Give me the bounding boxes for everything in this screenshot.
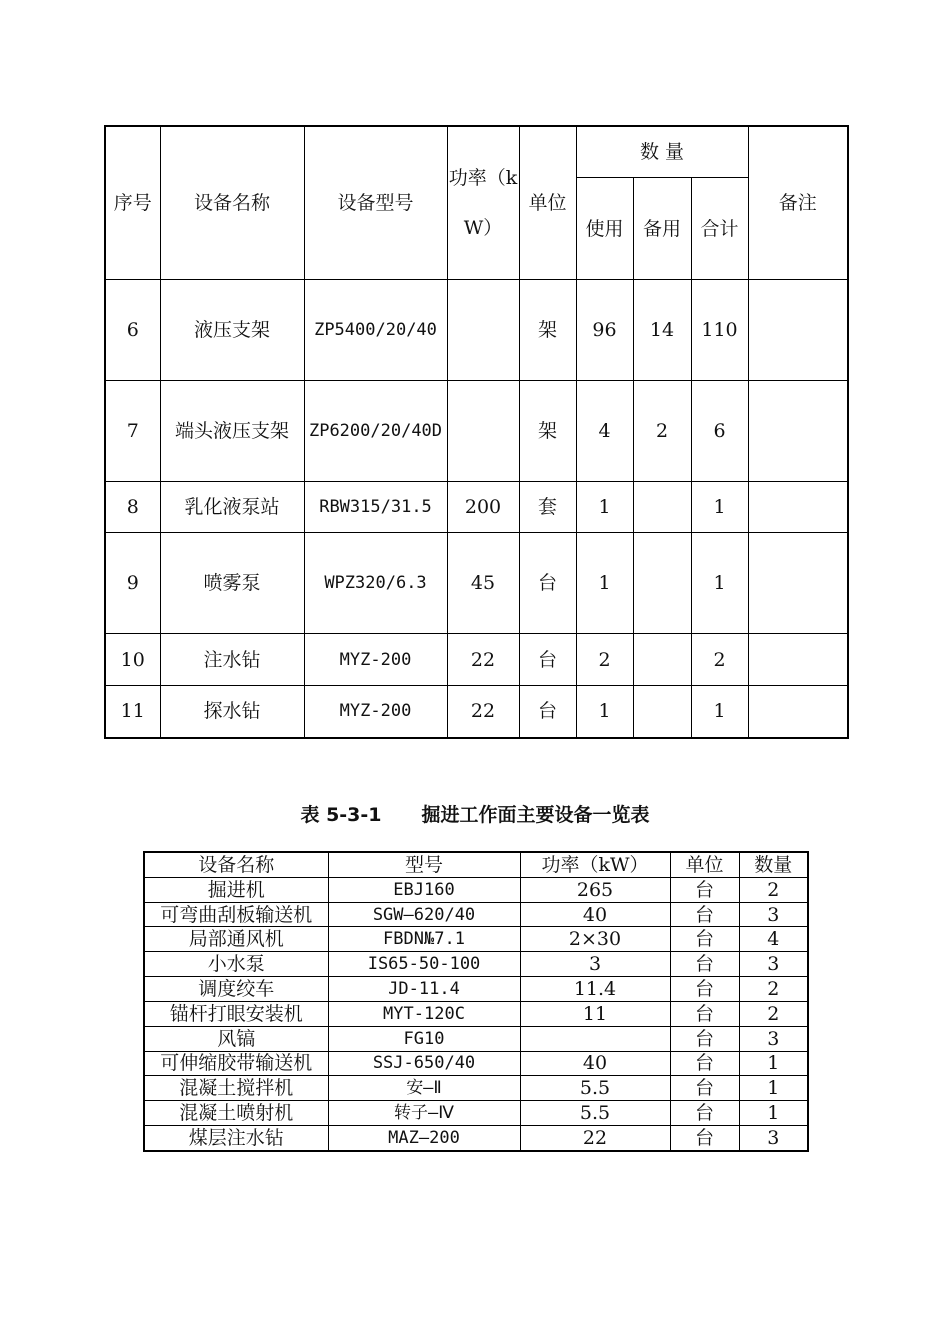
header-spare: 备用 bbox=[633, 178, 691, 280]
header-quantity: 数 量 bbox=[576, 126, 748, 178]
cell-power: 265 bbox=[520, 877, 670, 902]
table-row bbox=[105, 533, 848, 634]
cell-used: 1 bbox=[576, 533, 633, 634]
cell-unit: 台 bbox=[670, 877, 739, 902]
cell-name: 乳化液泵站 bbox=[160, 482, 304, 533]
cell-model: SGW—620/40 bbox=[328, 902, 520, 927]
cell-unit: 台 bbox=[670, 1026, 739, 1051]
cell-remark bbox=[748, 482, 848, 533]
cell-power: 22 bbox=[520, 1125, 670, 1151]
cell-model: SSJ-650/40 bbox=[328, 1051, 520, 1076]
header-total: 合计 bbox=[691, 178, 748, 280]
equipment-table-2 bbox=[143, 851, 809, 1152]
table1-header-row bbox=[105, 126, 848, 178]
cell-seq: 6 bbox=[105, 280, 160, 381]
cell-name: 液压支架 bbox=[160, 280, 304, 381]
cell-seq: 10 bbox=[105, 634, 160, 686]
header-name: 设备名称 bbox=[144, 852, 328, 877]
cell-total: 1 bbox=[691, 482, 748, 533]
cell-spare: 14 bbox=[633, 280, 691, 381]
cell-unit: 架 bbox=[519, 280, 576, 381]
cell-name: 端头液压支架 bbox=[160, 381, 304, 482]
cell-qty: 1 bbox=[739, 1101, 808, 1126]
cell-model: IS65-50-100 bbox=[328, 952, 520, 977]
header-unit: 单位 bbox=[670, 852, 739, 877]
cell-seq: 9 bbox=[105, 533, 160, 634]
cell-total: 110 bbox=[691, 280, 748, 381]
cell-power bbox=[520, 1026, 670, 1051]
table-row bbox=[144, 1051, 808, 1076]
cell-qty: 3 bbox=[739, 902, 808, 927]
cell-remark bbox=[748, 533, 848, 634]
cell-model: MAZ—200 bbox=[328, 1125, 520, 1151]
cell-total: 1 bbox=[691, 686, 748, 738]
cell-model: MYZ-200 bbox=[304, 634, 447, 686]
cell-used: 96 bbox=[576, 280, 633, 381]
cell-used: 1 bbox=[576, 482, 633, 533]
cell-unit: 台 bbox=[670, 1076, 739, 1101]
cell-power bbox=[447, 381, 519, 482]
cell-unit: 台 bbox=[670, 927, 739, 952]
cell-qty: 1 bbox=[739, 1051, 808, 1076]
cell-power: 5.5 bbox=[520, 1101, 670, 1126]
cell-name: 风镐 bbox=[144, 1026, 328, 1051]
table-row bbox=[144, 1026, 808, 1051]
cell-qty: 3 bbox=[739, 1026, 808, 1051]
table-row bbox=[105, 482, 848, 533]
cell-name: 混凝土喷射机 bbox=[144, 1101, 328, 1126]
cell-remark bbox=[748, 280, 848, 381]
cell-model: WPZ320/6.3 bbox=[304, 533, 447, 634]
table-row bbox=[105, 634, 848, 686]
cell-total: 2 bbox=[691, 634, 748, 686]
cell-model: FBDN№7.1 bbox=[328, 927, 520, 952]
header-qty: 数量 bbox=[739, 852, 808, 877]
cell-power: 40 bbox=[520, 902, 670, 927]
cell-unit: 套 bbox=[519, 482, 576, 533]
cell-used: 4 bbox=[576, 381, 633, 482]
table-row bbox=[144, 877, 808, 902]
header-unit: 单位 bbox=[519, 126, 576, 280]
cell-unit: 台 bbox=[670, 1125, 739, 1151]
cell-power: 11 bbox=[520, 1001, 670, 1026]
header-seq: 序号 bbox=[105, 126, 160, 280]
table-caption bbox=[0, 800, 950, 827]
header-power: 功率（kW） bbox=[447, 126, 519, 280]
header-name: 设备名称 bbox=[160, 126, 304, 280]
cell-unit: 台 bbox=[519, 634, 576, 686]
cell-spare bbox=[633, 634, 691, 686]
cell-model: MYZ-200 bbox=[304, 686, 447, 738]
cell-total: 6 bbox=[691, 381, 748, 482]
caption-number: 表 5-3-1 bbox=[300, 804, 382, 826]
cell-name: 探水钻 bbox=[160, 686, 304, 738]
cell-unit: 架 bbox=[519, 381, 576, 482]
table-row bbox=[144, 902, 808, 927]
table-row bbox=[144, 1125, 808, 1151]
cell-name: 调度绞车 bbox=[144, 977, 328, 1002]
cell-power: 22 bbox=[447, 634, 519, 686]
cell-qty: 3 bbox=[739, 952, 808, 977]
header-remark: 备注 bbox=[748, 126, 848, 280]
cell-name: 喷雾泵 bbox=[160, 533, 304, 634]
cell-name: 锚杆打眼安装机 bbox=[144, 1001, 328, 1026]
cell-unit: 台 bbox=[670, 1001, 739, 1026]
cell-model: 安—Ⅱ bbox=[328, 1076, 520, 1101]
header-used: 使用 bbox=[576, 178, 633, 280]
cell-name: 局部通风机 bbox=[144, 927, 328, 952]
cell-total: 1 bbox=[691, 533, 748, 634]
cell-remark bbox=[748, 686, 848, 738]
table-row bbox=[105, 686, 848, 738]
cell-model: 转子—Ⅳ bbox=[328, 1101, 520, 1126]
cell-remark bbox=[748, 634, 848, 686]
caption-title: 掘进工作面主要设备一览表 bbox=[421, 804, 650, 826]
cell-seq: 8 bbox=[105, 482, 160, 533]
header-model: 设备型号 bbox=[304, 126, 447, 280]
cell-power: 3 bbox=[520, 952, 670, 977]
cell-power bbox=[447, 280, 519, 381]
cell-model: MYT-120C bbox=[328, 1001, 520, 1026]
table-row bbox=[144, 977, 808, 1002]
table-row bbox=[144, 952, 808, 977]
cell-qty: 2 bbox=[739, 1001, 808, 1026]
cell-qty: 3 bbox=[739, 1125, 808, 1151]
cell-qty: 4 bbox=[739, 927, 808, 952]
cell-power: 22 bbox=[447, 686, 519, 738]
cell-power: 2×30 bbox=[520, 927, 670, 952]
cell-model: ZP6200/20/40D bbox=[304, 381, 447, 482]
cell-model: ZP5400/20/40 bbox=[304, 280, 447, 381]
table-row bbox=[144, 1001, 808, 1026]
cell-unit: 台 bbox=[670, 952, 739, 977]
cell-name: 混凝土搅拌机 bbox=[144, 1076, 328, 1101]
cell-model: RBW315/31.5 bbox=[304, 482, 447, 533]
cell-spare bbox=[633, 686, 691, 738]
cell-used: 1 bbox=[576, 686, 633, 738]
cell-name: 可伸缩胶带输送机 bbox=[144, 1051, 328, 1076]
cell-unit: 台 bbox=[670, 1101, 739, 1126]
header-model: 型号 bbox=[328, 852, 520, 877]
cell-model: JD-11.4 bbox=[328, 977, 520, 1002]
table2-header-row bbox=[144, 852, 808, 877]
cell-qty: 2 bbox=[739, 877, 808, 902]
cell-unit: 台 bbox=[670, 1051, 739, 1076]
cell-qty: 2 bbox=[739, 977, 808, 1002]
cell-power: 11.4 bbox=[520, 977, 670, 1002]
cell-spare bbox=[633, 482, 691, 533]
equipment-table-1 bbox=[104, 125, 849, 739]
table-row bbox=[144, 1101, 808, 1126]
cell-seq: 11 bbox=[105, 686, 160, 738]
cell-name: 掘进机 bbox=[144, 877, 328, 902]
cell-used: 2 bbox=[576, 634, 633, 686]
cell-model: FG10 bbox=[328, 1026, 520, 1051]
header-power: 功率（kW） bbox=[520, 852, 670, 877]
cell-power: 200 bbox=[447, 482, 519, 533]
cell-model: EBJ160 bbox=[328, 877, 520, 902]
cell-qty: 1 bbox=[739, 1076, 808, 1101]
cell-power: 45 bbox=[447, 533, 519, 634]
table-row bbox=[144, 1076, 808, 1101]
cell-power: 40 bbox=[520, 1051, 670, 1076]
cell-name: 可弯曲刮板输送机 bbox=[144, 902, 328, 927]
table-row bbox=[144, 927, 808, 952]
cell-power: 5.5 bbox=[520, 1076, 670, 1101]
cell-seq: 7 bbox=[105, 381, 160, 482]
cell-unit: 台 bbox=[670, 902, 739, 927]
cell-name: 小水泵 bbox=[144, 952, 328, 977]
cell-name: 注水钻 bbox=[160, 634, 304, 686]
cell-remark bbox=[748, 381, 848, 482]
cell-spare: 2 bbox=[633, 381, 691, 482]
cell-unit: 台 bbox=[519, 533, 576, 634]
table-row bbox=[105, 280, 848, 381]
cell-name: 煤层注水钻 bbox=[144, 1125, 328, 1151]
cell-unit: 台 bbox=[519, 686, 576, 738]
cell-spare bbox=[633, 533, 691, 634]
table-row bbox=[105, 381, 848, 482]
cell-unit: 台 bbox=[670, 977, 739, 1002]
